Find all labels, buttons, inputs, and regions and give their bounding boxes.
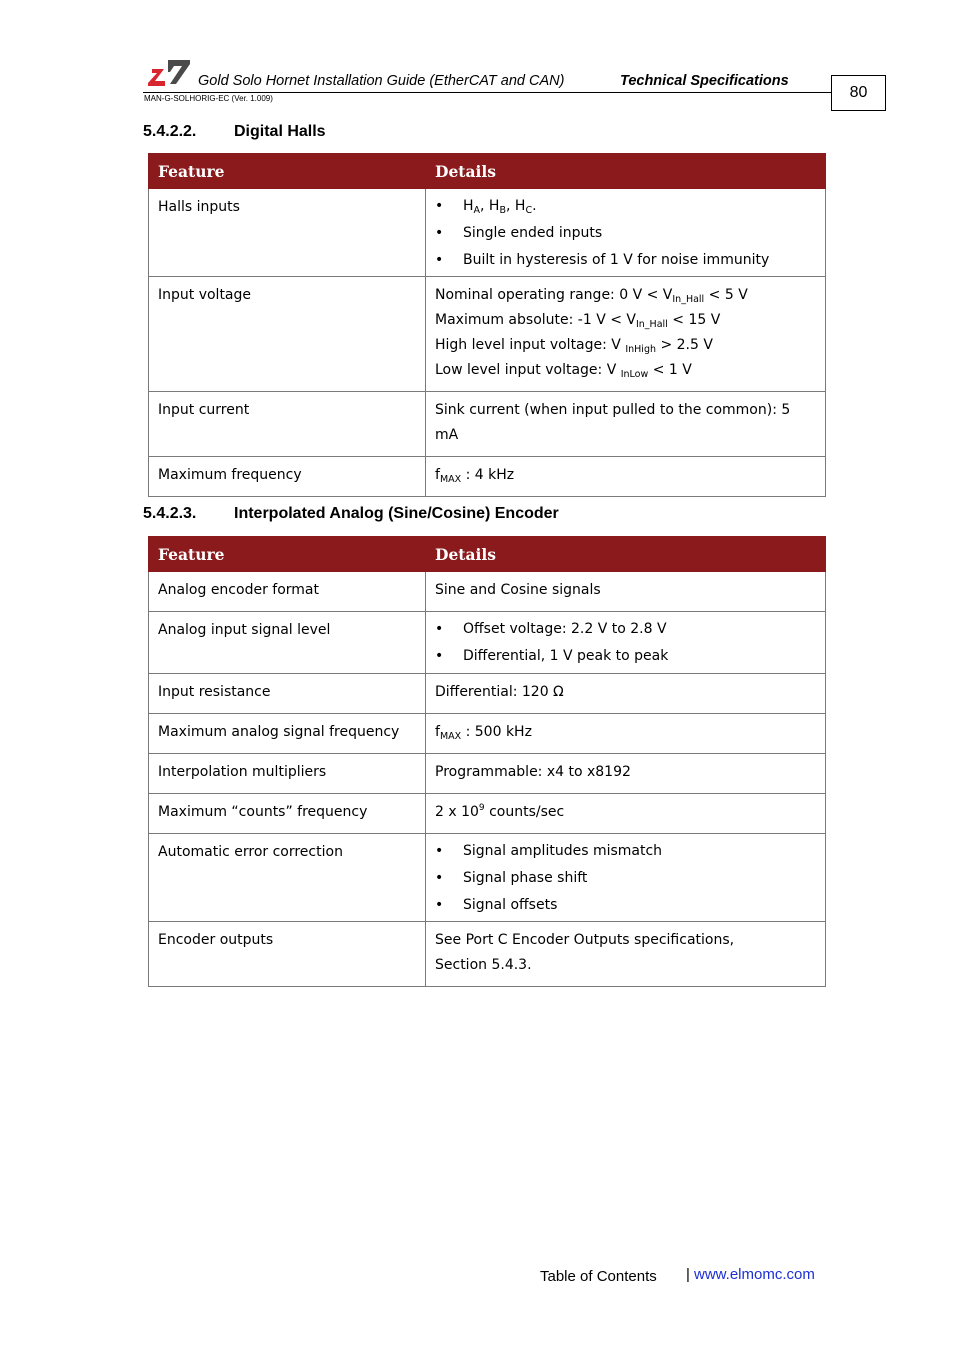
website-link[interactable]: www.elmomc.com [694, 1266, 815, 1283]
digital-halls-table [148, 153, 826, 497]
feature-cell: Halls inputs [149, 189, 426, 277]
table-header-row [149, 154, 826, 189]
details-cell: 2 x $10^9$ counts/sec [426, 794, 826, 834]
elmo-logo-icon [148, 58, 190, 86]
chapter-title: Technical Specifications [620, 73, 789, 89]
list-item: • Signal amplitudes mismatch [435, 838, 816, 865]
details-cell: See Port C Encoder Outputs specifications, Section 5.4.3. [426, 922, 826, 987]
section-title: Digital Halls [234, 123, 326, 140]
table-row [149, 392, 826, 457]
details-cell [426, 189, 826, 277]
list-item: • Built in hysteresis of 1 V for noise immunity [435, 247, 816, 274]
header-divider [143, 92, 831, 93]
feature-cell: Interpolation multipliers [149, 754, 426, 794]
table-row [149, 674, 826, 714]
document-title: Gold Solo Hornet Installation Guide (EtherCAT and CAN) [198, 73, 565, 89]
table-row [149, 714, 826, 754]
details-cell: Programmable: x4 to x8192 [426, 754, 826, 794]
details-cell: $f_{MAX}$ : 500 kHz [426, 714, 826, 754]
feature-cell: Automatic error correction [149, 834, 426, 922]
list-item: • Single ended inputs [435, 220, 816, 247]
details-cell [426, 834, 826, 922]
details-cell: $f_{MAX}$ : 4 kHz [426, 457, 826, 497]
column-header-details: Details [426, 154, 826, 189]
table-row [149, 277, 826, 392]
detail-line: Nominal operating range: 0 $V < V_{In\_Hall} < 5$ V [435, 287, 748, 305]
list-item: • Differential, 1 V peak to peak [435, 643, 816, 670]
feature-cell: Maximum analog signal frequency [149, 714, 426, 754]
table-row [149, 457, 826, 497]
details-cell: Sine and Cosine signals [426, 572, 826, 612]
feature-cell: Analog input signal level [149, 612, 426, 674]
page-number: 80 [831, 75, 886, 111]
detail-line: High level input voltage: V $_{InHigh}$ > 2.5 V [435, 337, 713, 355]
details-cell [426, 612, 826, 674]
table-row [149, 189, 826, 277]
table-of-contents-link[interactable]: Table of Contents [540, 1268, 657, 1285]
section-number: 5.4.2.3. [143, 505, 197, 522]
feature-cell: Maximum frequency [149, 457, 426, 497]
table-row [149, 754, 826, 794]
feature-cell: Input voltage [149, 277, 426, 392]
footer-separator: | [686, 1266, 690, 1283]
section-title: Interpolated Analog (Sine/Cosine) Encoder [234, 505, 559, 522]
section-number: 5.4.2.2. [143, 123, 197, 140]
document-code: MAN-G-SOLHORIG-EC (Ver. 1.009) [144, 94, 273, 103]
table-row [149, 834, 826, 922]
table-row [149, 572, 826, 612]
feature-cell: Maximum “counts” frequency [149, 794, 426, 834]
list-item: • Signal offsets [435, 892, 816, 919]
page-header [143, 56, 886, 112]
feature-cell: Encoder outputs [149, 922, 426, 987]
table-row [149, 794, 826, 834]
table-row [149, 612, 826, 674]
details-cell [426, 277, 826, 392]
table-row [149, 922, 826, 987]
feature-cell: Analog encoder format [149, 572, 426, 612]
analog-encoder-table [148, 536, 826, 987]
section-heading-analog-encoder [143, 505, 559, 523]
table-header-row [149, 537, 826, 572]
details-cell: Differential: 120 Ω [426, 674, 826, 714]
list-item: • $H_A$, $H_B$, $H_C$. [435, 193, 816, 220]
column-header-details: Details [426, 537, 826, 572]
list-item: • Offset voltage: 2.2 V to 2.8 V [435, 616, 816, 643]
section-heading-digital-halls [143, 123, 326, 141]
detail-line: Low level input voltage: V $_{InLow}$ < 1 V [435, 362, 692, 380]
detail-line: Maximum absolute: -1 $V < V_{In\_Hall} < 15$ V [435, 312, 721, 330]
details-cell: Sink current (when input pulled to the common): 5 mA [426, 392, 826, 457]
feature-cell: Input resistance [149, 674, 426, 714]
list-item: • Signal phase shift [435, 865, 816, 892]
column-header-feature: Feature [149, 154, 426, 189]
column-header-feature: Feature [149, 537, 426, 572]
feature-cell: Input current [149, 392, 426, 457]
